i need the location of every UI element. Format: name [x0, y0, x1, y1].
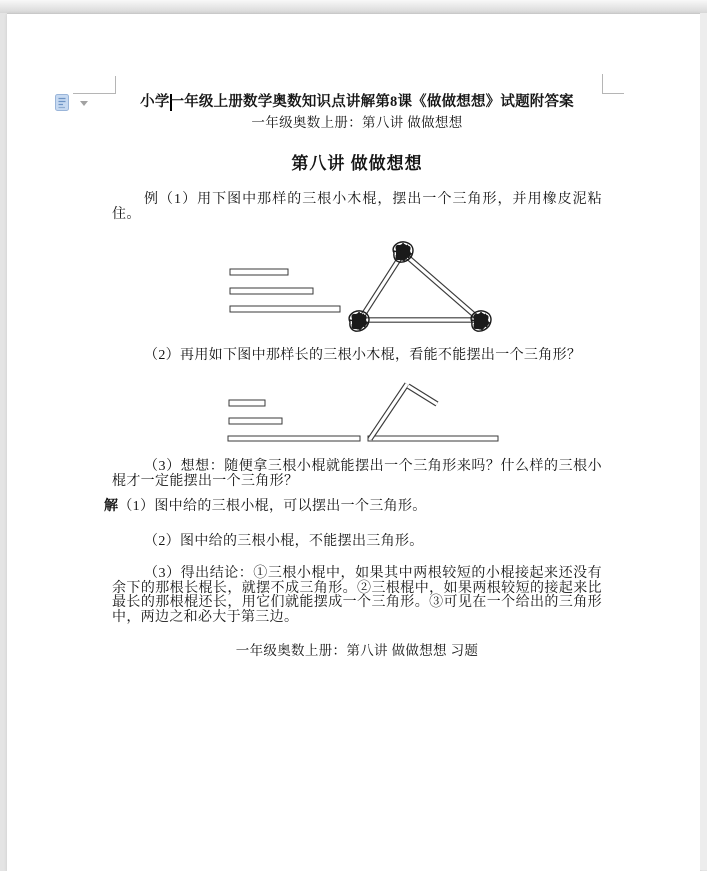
- clay-blob-left: [349, 311, 369, 331]
- margin-crop-mark-top-right: [602, 93, 624, 94]
- solution-1-text: （1）图中给的三根小棍，可以摆出一个三角形。: [118, 499, 427, 514]
- document-icon: [53, 100, 73, 117]
- document-subtitle: 一年级奥数上册：第八讲 做做想想: [251, 115, 463, 130]
- clay-blob-right: [471, 311, 491, 331]
- triangle-of-sticks: [360, 253, 480, 320]
- paragraph-solution-2: （2）图中给的三根小棍，不能摆出三角形。: [144, 534, 424, 549]
- stick-long: [228, 436, 360, 441]
- document-title: 小学一年级上册数学奥数知识点讲解第8课《做做想想》试题附答案: [140, 94, 574, 110]
- figure-sticks-open-angle: [217, 382, 507, 449]
- dropdown-arrow-icon[interactable]: [80, 101, 88, 106]
- stick-long: [230, 306, 340, 312]
- paragraph-question-3: （3）想想：随便拿三根小棍就能摆出一个三角形来吗？什么样的三根小棍才一定能摆出一个三角形？: [112, 459, 602, 489]
- viewer-top-band: [0, 0, 707, 13]
- stick-medium: [229, 418, 282, 424]
- margin-crop-mark-top-left: [115, 76, 116, 94]
- paragraph-example-1: 例（1）用下图中那样的三根小木棍，摆出一个三角形，并用橡皮泥粘住。: [112, 192, 602, 222]
- margin-crop-mark-top-right: [602, 74, 603, 94]
- stick-base: [368, 436, 498, 441]
- document-page: [7, 13, 700, 871]
- figure-sticks-triangle: [217, 241, 507, 347]
- stick-short: [230, 269, 288, 275]
- open-angle-of-sticks: [368, 384, 498, 441]
- paragraph-solution-1: [104, 500, 594, 515]
- stick-short: [229, 400, 265, 406]
- section-heading: 第八讲 做做想想: [291, 154, 423, 173]
- paste-options-button[interactable]: [53, 93, 93, 115]
- viewer-right-strip: [700, 13, 707, 870]
- solution-label: 解: [104, 499, 119, 514]
- paragraph-solution-3: （3）得出结论：①三根小棍中，如果其中两根较短的小棍接起来还没有余下的那根长棍长，就摆不成三角形。②三根棍中，如果两根较短的接起来比最长的那根棍还长，用它们就能摆成一个三角形。③可见在一个给出的三角形中，两边之和必大于第三边。: [112, 566, 602, 626]
- footer-line: 一年级奥数上册：第八讲 做做想想 习题: [235, 643, 479, 658]
- paragraph-question-2: （2）再用如下图中那样长的三根小木棍，看能不能摆出一个三角形？: [144, 348, 582, 363]
- stick-medium: [230, 288, 313, 294]
